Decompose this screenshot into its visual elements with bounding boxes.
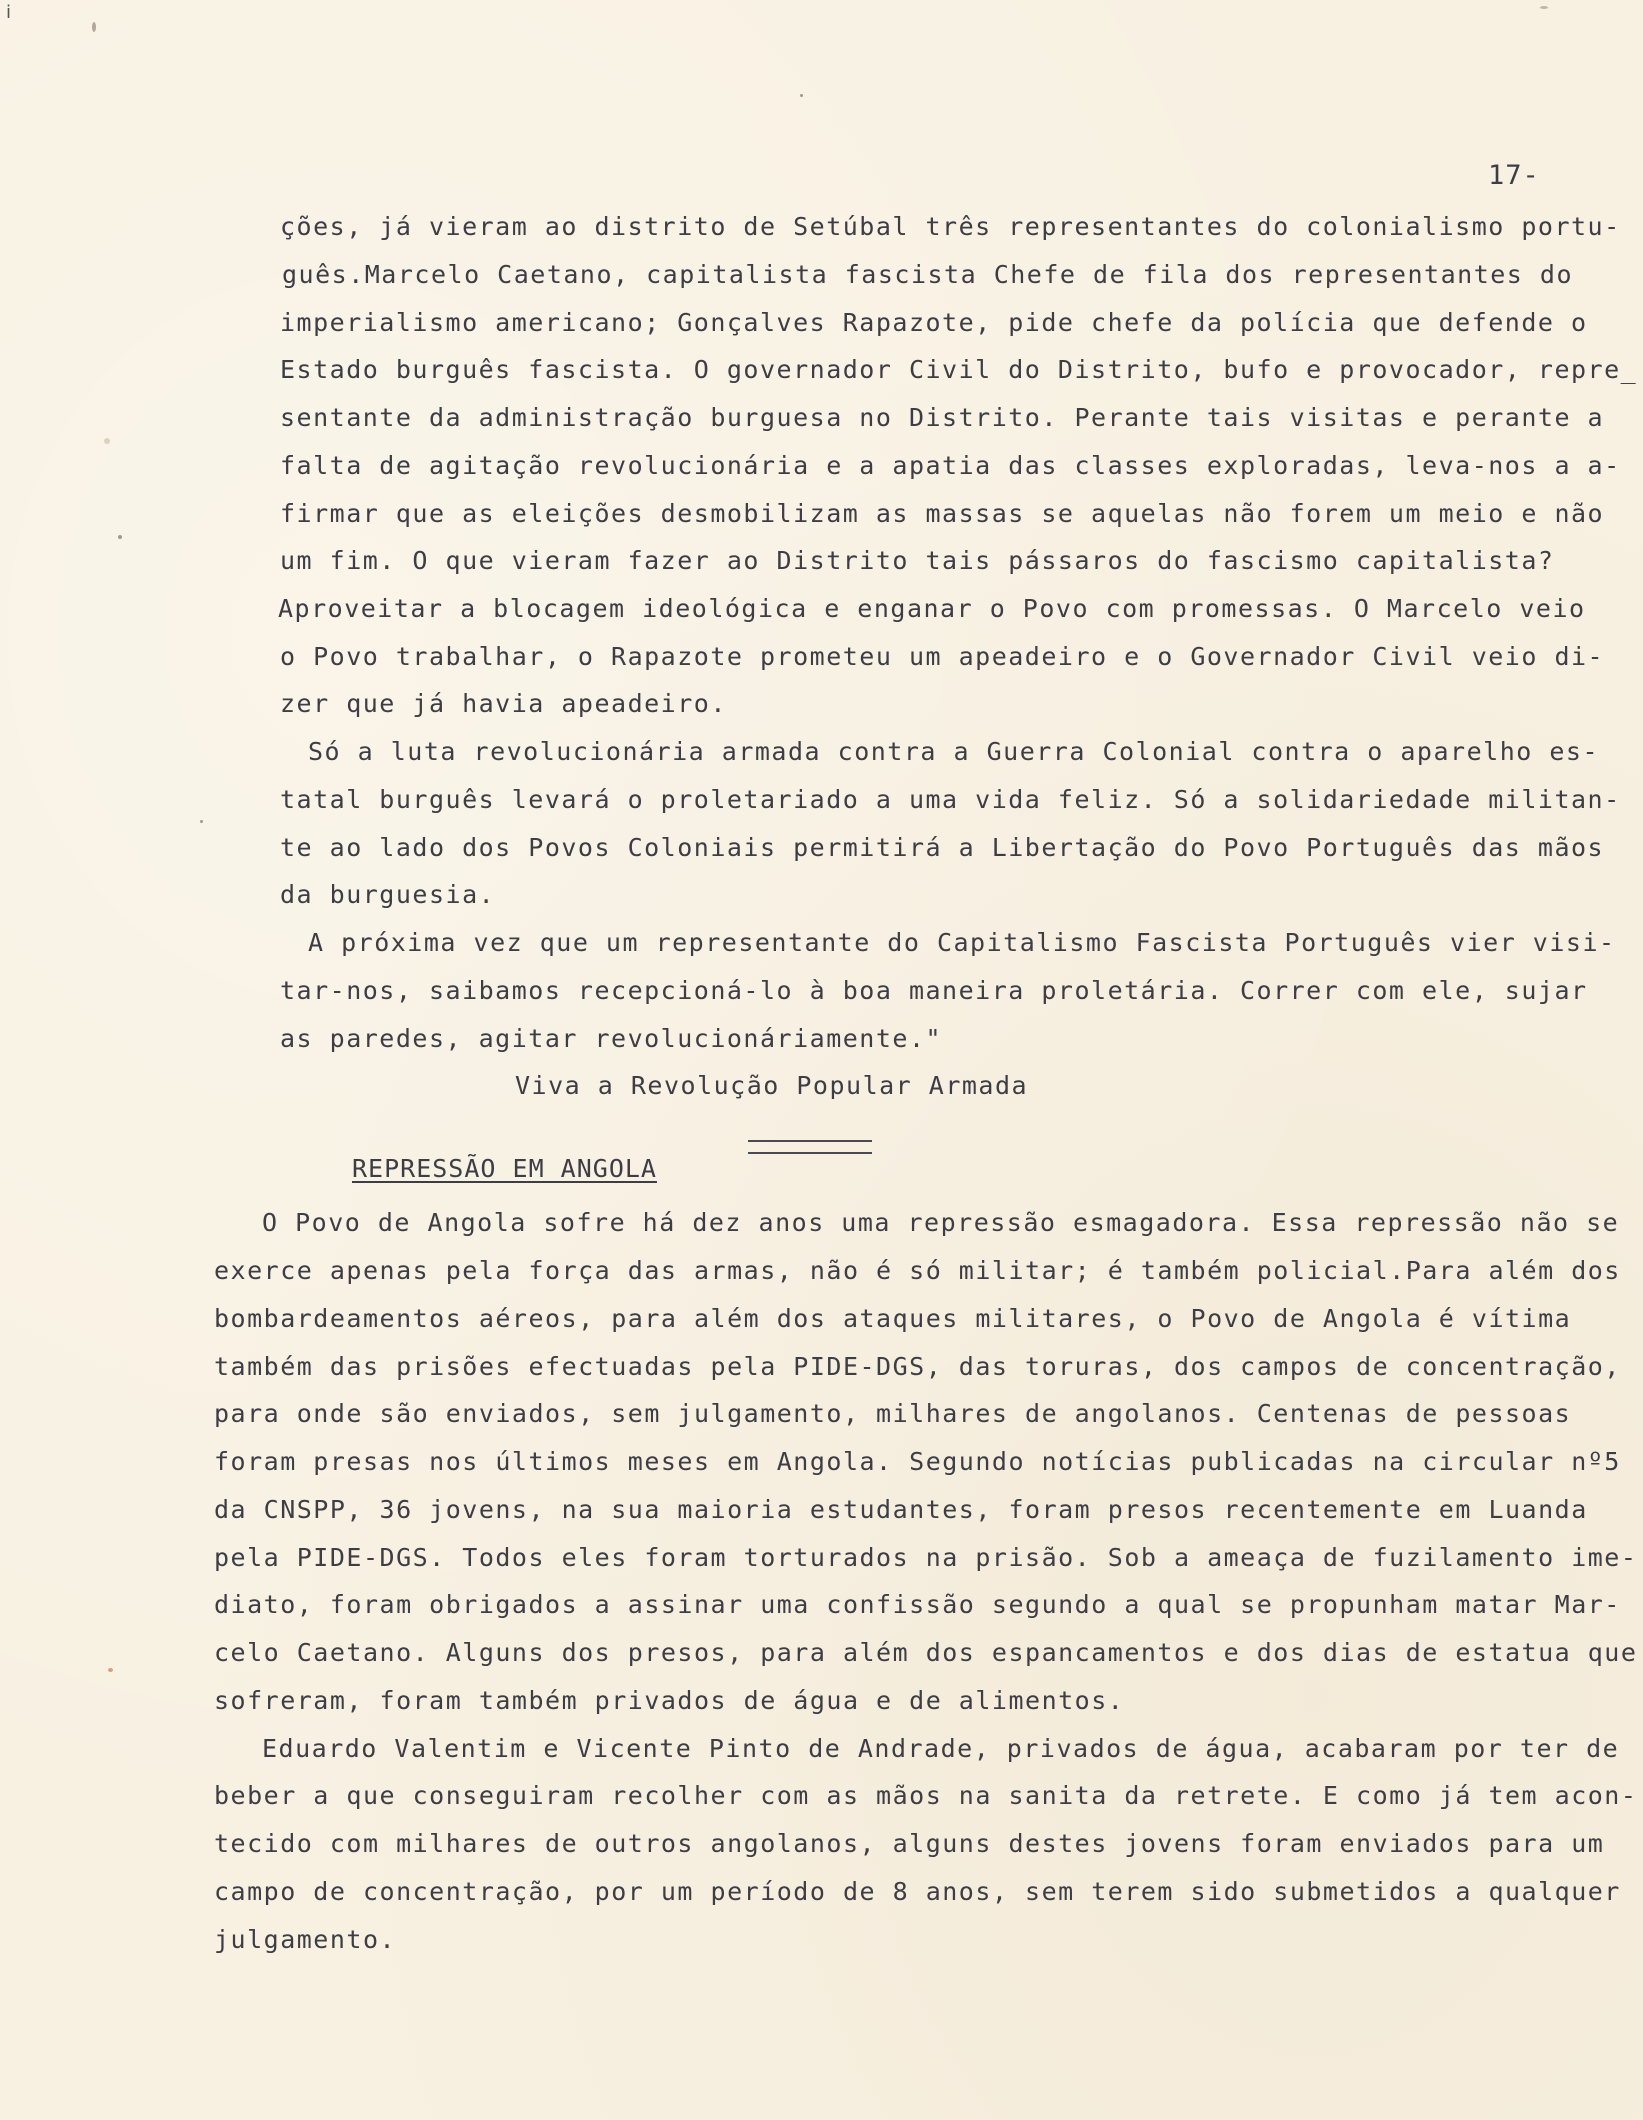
text-line: Só a luta revolucionária armada contra a Guerra Colonial contra o aparelho es-	[308, 737, 1599, 766]
text-line: O Povo de Angola sofre há dez anos uma repressão esmagadora. Essa repressão não se	[262, 1208, 1620, 1237]
text-line: o Povo trabalhar, o Rapazote prometeu um apeadeiro e o Governador Civil veio di-	[280, 642, 1605, 671]
text-line: da burguesia.	[280, 880, 496, 909]
text-line: julgamento.	[214, 1925, 397, 1954]
text-line: Eduardo Valentim e Vicente Pinto de Andrade, privados de água, acabaram por ter de	[262, 1734, 1620, 1763]
text-line: exerce apenas pela força das armas, não é só militar; é também policial.Para além dos	[214, 1256, 1621, 1285]
text-line: as paredes, agitar revolucionáriamente."	[280, 1024, 943, 1053]
text-line: tar-nos, saibamos recepcioná-lo à boa maneira proletária. Correr com ele, sujar	[280, 976, 1588, 1005]
text-line: ções, já vieram ao distrito de Setúbal três representantes do colonialismo portu-	[280, 212, 1621, 241]
text-line: da CNSPP, 36 jovens, na sua maioria estudantes, foram presos recentemente em Luanda	[214, 1495, 1588, 1524]
text-line: um fim. O que vieram fazer ao Distrito tais pássaros do fascismo capitalista?	[280, 546, 1555, 575]
section-heading: REPRESSÃO EM ANGOLA	[352, 1154, 657, 1183]
closing-slogan: Viva a Revolução Popular Armada	[515, 1071, 1029, 1100]
paper-speck	[200, 820, 203, 823]
paper-speck	[92, 22, 96, 32]
double-rule	[748, 1140, 872, 1154]
text-line: imperialismo americano; Gonçalves Rapazote, pide chefe da polícia que defende o	[280, 308, 1588, 337]
text-line: zer que já havia apeadeiro.	[280, 689, 727, 718]
text-line: firmar que as eleições desmobilizam as massas se aquelas não forem um meio e não	[280, 499, 1605, 528]
text-line: foram presas nos últimos meses em Angola. Segundo notícias publicadas na circular nº5	[214, 1447, 1621, 1476]
text-line: beber a que conseguiram recolher com as mãos na sanita da retrete. E como já tem acon-	[214, 1781, 1638, 1810]
text-line: sofreram, foram também privados de água e de alimentos.	[214, 1686, 1125, 1715]
text-line: diato, foram obrigados a assinar uma confissão segundo a qual se propunham matar Mar-	[214, 1590, 1621, 1619]
page-number: 17-	[1488, 160, 1540, 191]
paper-speck	[1540, 6, 1548, 9]
text-line: te ao lado dos Povos Coloniais permitirá a Libertação do Povo Português das mãos	[280, 833, 1605, 862]
text-line: tatal burguês levará o proletariado a uma vida feliz. Só a solidariedade militan-	[280, 785, 1621, 814]
paper-speck	[104, 438, 110, 444]
paper-speck	[800, 94, 803, 97]
text-line: A próxima vez que um representante do Capitalismo Fascista Português vier visi-	[308, 928, 1616, 957]
margin-mark: ⅰ	[6, 2, 12, 23]
text-line: falta de agitação revolucionária e a apatia das classes exploradas, leva-nos a a-	[280, 451, 1621, 480]
text-line: também das prisões efectuadas pela PIDE-DGS, das toruras, dos campos de concentração,	[214, 1352, 1621, 1381]
text-line: tecido com milhares de outros angolanos, alguns destes jovens foram enviados para um	[214, 1829, 1605, 1858]
text-line: para onde são enviados, sem julgamento, milhares de angolanos. Centenas de pessoas	[214, 1399, 1572, 1428]
text-line: campo de concentração, por um período de 8 anos, sem terem sido submetidos a qualquer	[214, 1877, 1621, 1906]
text-line: sentante da administração burguesa no Distrito. Perante tais visitas e perante a	[280, 403, 1605, 432]
text-line: celo Caetano. Alguns dos presos, para além dos espancamentos e dos dias de estatua que	[214, 1638, 1638, 1667]
text-line: Aproveitar a blocagem ideológica e enganar o Povo com promessas. O Marcelo veio	[278, 594, 1586, 623]
text-line: pela PIDE-DGS. Todos eles foram torturados na prisão. Sob a ameaça de fuzilamento ime-	[214, 1543, 1638, 1572]
text-line: guês.Marcelo Caetano, capitalista fascista Chefe de fila dos representantes do	[282, 260, 1573, 289]
text-line: Estado burguês fascista. O governador Civil do Distrito, bufo e provocador, repre_	[280, 355, 1638, 384]
paper-speck	[118, 535, 122, 539]
paper-speck	[108, 1668, 113, 1672]
text-line: bombardeamentos aéreos, para além dos ataques militares, o Povo de Angola é vítima	[214, 1304, 1572, 1333]
